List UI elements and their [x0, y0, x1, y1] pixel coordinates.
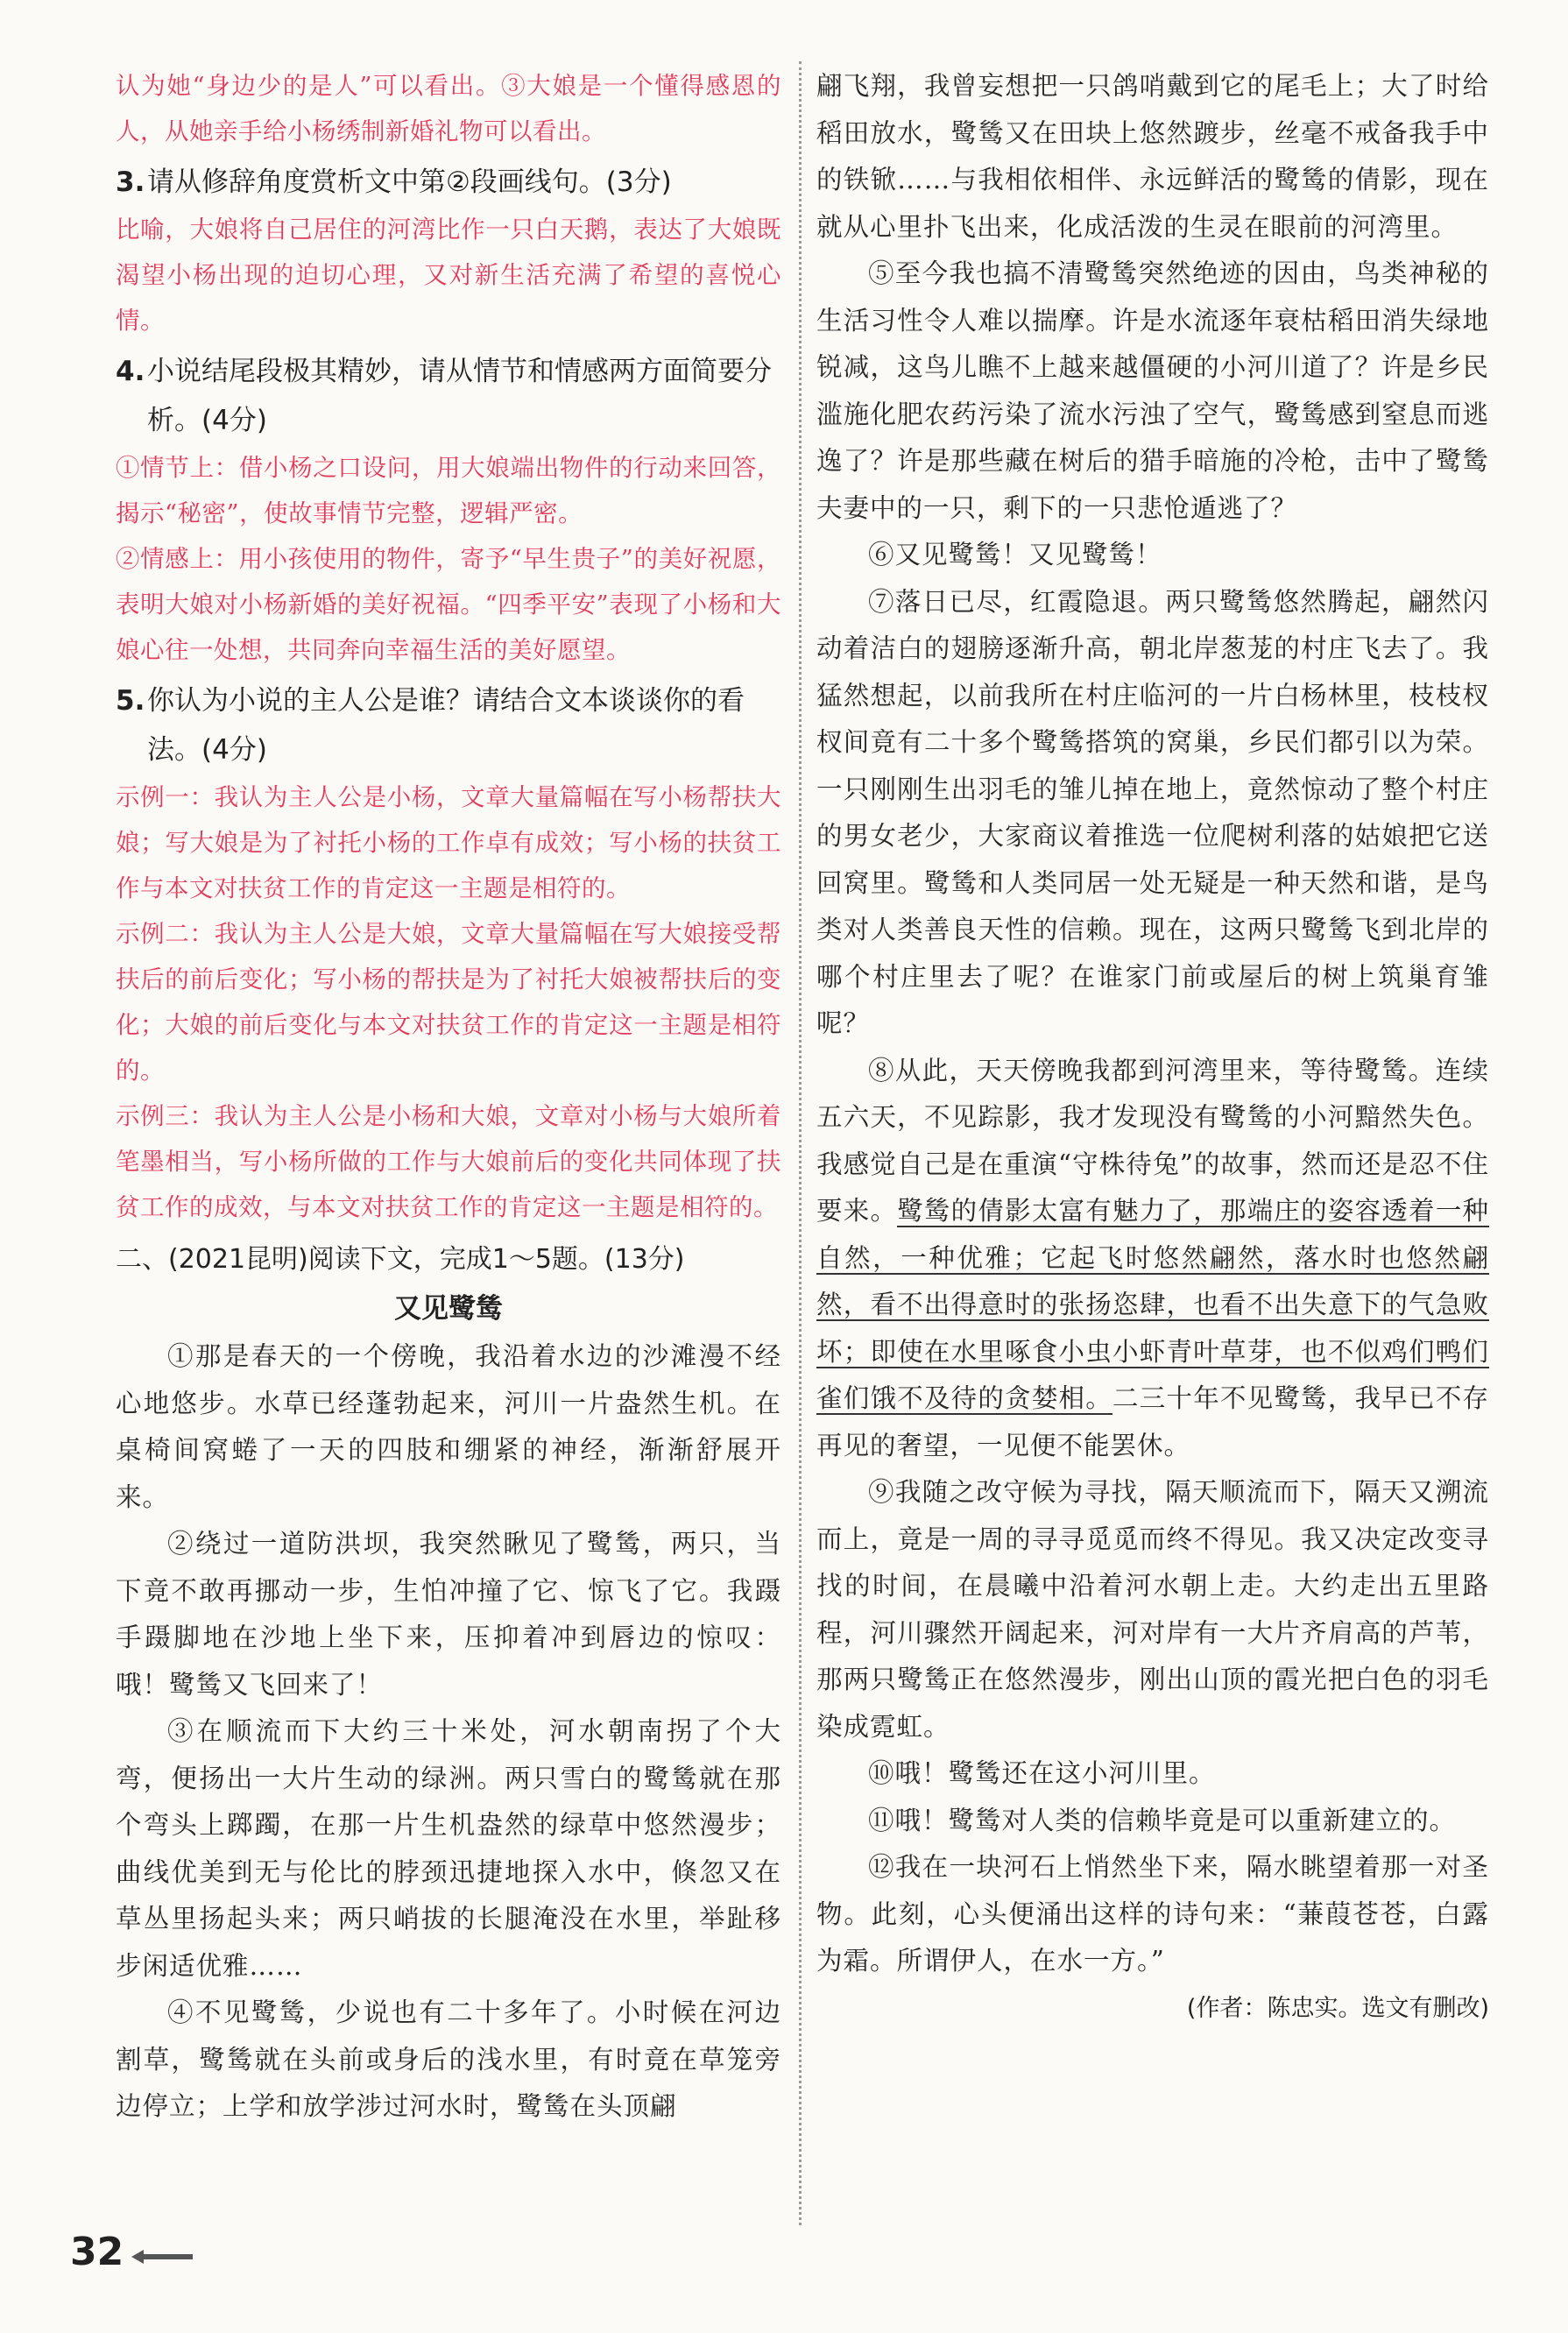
paragraph-4-start: ④不见鹭鸶，少说也有二十多年了。小时候在河边割草，鹭鸶就在头前或身后的浅水里，有时竟在草笼旁边停立；上学和放学涉过河水时，鹭鸶在头顶翩 [116, 1997, 781, 2121]
paragraph-10: ⑩哦！鹭鸶还在这小河川里。 [868, 1758, 1216, 1788]
right-column [816, 63, 1489, 2033]
paragraph-6: ⑥又见鹭鸶！又见鹭鸶！ [868, 540, 1162, 569]
paragraph-9: ⑨我随之改守候为寻找，隔天顺流而下，隔天又溯流而上，竟是一周的寻寻觅觅而终不得见。我又决定改变寻找的时间，在晨曦中沿着河水朝上走。大约走出五里路程，河川骤然开阔起来，河对岸有一大片齐肩高的芦苇，那两只鹭鸶正在悠然漫步，刚出山顶的霞光把白色的羽毛染成霓虹。 [816, 1477, 1489, 1742]
q5-example-2: 示例二：我认为主人公是大娘，文章大量篇幅在写大娘接受帮扶后的前后变化；写小杨的帮扶是为了衬托大娘被帮扶后的变化；大娘的前后变化与本文对扶贫工作的肯定这一主题是相符的。 [116, 920, 781, 1085]
q4-answer-plot: ①情节上：借小杨之口设问，用大娘端出物件的行动来回答，揭示“秘密”，使故事情节完整，逻辑严密。 [116, 454, 781, 527]
question-4: 4.小说结尾段极其精妙，请从情节和情感两方面简要分析。(4分) [116, 356, 772, 436]
paragraph-5: ⑤至今我也搞不清鹭鸶突然绝迹的因由，鸟类神秘的生活习性令人难以揣摩。许是水流逐年衰枯稻田消失绿地锐减，这鸟儿瞧不上越来越僵硬的小河川道了？许是乡民滥施化肥农药污染了流水污浊了空气，鹭鸶感到窒息而逃逸了？许是那些藏在树后的猎手暗施的冷枪，击中了鹭鸶夫妻中的一只，剩下的一只悲怆遁逃了？ [816, 258, 1489, 523]
column-divider [799, 61, 802, 2225]
question-3: 3.请从修辞角度赏析文中第②段画线句。(3分) [116, 166, 672, 198]
paragraph-3: ③在顺流而下大约三十米处，河水朝南拐了个大弯，便扬出一大片生动的绿洲。两只雪白的鹭鸶就在那个弯头上踯躅，在那一片生机盎然的绿草中悠然漫步；曲线优美到无与伦比的脖颈迅捷地探入水中，倏忽又在草丛里扬起头来；两只峭拔的长腿淹没在水里，举趾移步闲适优雅…… [116, 1716, 781, 1981]
paragraph-12: ⑫我在一块河石上悄然坐下来，隔水眺望着那一对圣物。此刻，心头便涌出这样的诗句来：“蒹葭苍苍，白露为霜。所谓伊人，在水一方。” [816, 1852, 1489, 1976]
paragraph-2: ②绕过一道防洪坝，我突然瞅见了鹭鸶，两只，当下竟不敢再挪动一步，生怕冲撞了它、惊飞了它。我蹑手蹑脚地在沙地上坐下来，压抑着冲到唇边的惊叹：哦！鹭鸶又飞回来了！ [116, 1529, 781, 1700]
question-5: 5.你认为小说的主人公是谁？请结合文本谈谈你的看法。(4分) [116, 685, 745, 766]
page-number: 32 [70, 2230, 124, 2274]
q5-example-1: 示例一：我认为主人公是小杨，文章大量篇幅在写小杨帮扶大娘；写大娘是为了衬托小杨的工作卓有成效；写小杨的扶贫工作与本文对扶贫工作的肯定这一主题是相符的。 [116, 783, 781, 902]
q3-answer: 比喻，大娘将自己居住的河湾比作一只白天鹅，表达了大娘既渴望小杨出现的迫切心理，又对新生活充满了希望的喜悦心情。 [116, 216, 781, 335]
paragraph-1: ①那是春天的一个傍晚，我沿着水边的沙滩漫不经心地悠步。水草已经蓬勃起来，河川一片盎然生机。在桌椅间窝蜷了一天的四肢和绷紧的神经，渐渐舒展开来。 [116, 1341, 781, 1512]
left-column [116, 63, 781, 2131]
arrow-left-icon [131, 2248, 193, 2266]
underlined-sentence: 鹭鸶的倩影太富有魅力了，那端庄的姿容透着一种自然，一种优雅；它起飞时悠然翩然，落水时也悠然翩然，看不出得意时的张扬恣肆，也看不出失意下的气急败坏；即使在水里啄食小虫小虾青叶草芽，也不似鸡们鸭们雀们饿不及待的贪婪相。 [816, 1196, 1489, 1413]
author-credit: (作者：陈忠实。选文有删改) [1186, 1994, 1489, 2022]
q4-answer-emotion: ②情感上：用小孩使用的物件，寄予“早生贵子”的美好祝愿，表明大娘对小杨新婚的美好祝福。“四季平安”表现了小杨和大娘心往一处想，共同奔向幸福生活的美好愿望。 [116, 545, 781, 664]
section-heading: 二、(2021昆明)阅读下文，完成1～5题。(13分) [116, 1244, 685, 1275]
article-title: 又见鹭鸶 [394, 1293, 503, 1325]
paragraph-4-end: 翩飞翔，我曾妄想把一只鸽哨戴到它的尾毛上；大了时给稻田放水，鹭鸶又在田块上悠然踱步，丝毫不戒备我手中的铁锨……与我相依相伴、永远鲜活的鹭鸶的倩影，现在就从心里扑飞出来，化成活泼的生灵在眼前的河湾里。 [816, 71, 1489, 242]
paragraph-7: ⑦落日已尽，红霞隐退。两只鹭鸶悠然腾起，翩然闪动着洁白的翅膀逐渐升高，朝北岸葱茏的村庄飞去了。我猛然想起，以前我所在村庄临河的一片白杨林里，枝枝杈杈间竟有二十多个鹭鸶搭筑的窝巢，乡民们都引以为荣。一只刚刚生出羽毛的雏儿掉在地上，竟然惊动了整个村庄的男女老少，大家商议着推选一位爬树利落的姑娘把它送回窝里。鹭鸶和人类同居一处无疑是一种天然和谐，是鸟类对人类善良天性的信赖。现在，这两只鹭鸶飞到北岸的哪个村庄里去了呢？在谁家门前或屋后的树上筑巢育雏呢？ [816, 586, 1489, 1038]
paragraph-8: ⑧从此，天天傍晚我都到河湾里来，等待鹭鸶。连续五六天，不见踪影，我才发现没有鹭鸶的小河黯然失色。我感觉自己是在重演“守株待兔”的故事，然而还是忍不住要来。鹭鸶的倩影太富有魅力了，那端庄的姿容透着一种自然，一种优雅；它起飞时悠然翩然，落水时也悠然翩然，看不出得意时的张扬恣肆，也看不出失意下的气急败坏；即使在水里啄食小虫小虾青叶草芽，也不似鸡们鸭们雀们饿不及待的贪婪相。二三十年不见鹭鸶，我早已不存再见的奢望，一见便不能罢休。 [816, 1055, 1489, 1460]
q2-answer-tail: 认为她“身边少的是人”可以看出。③大娘是一个懂得感恩的人，从她亲手给小杨绣制新婚礼物可以看出。 [116, 72, 781, 145]
q5-example-3: 示例三：我认为主人公是小杨和大娘，文章对小杨与大娘所着笔墨相当，写小杨所做的工作与大娘前后的变化共同体现了扶贫工作的成效，与本文对扶贫工作的肯定这一主题是相符的。 [116, 1102, 781, 1221]
paragraph-11: ⑪哦！鹭鸶对人类的信赖毕竟是可以重新建立的。 [868, 1805, 1457, 1835]
